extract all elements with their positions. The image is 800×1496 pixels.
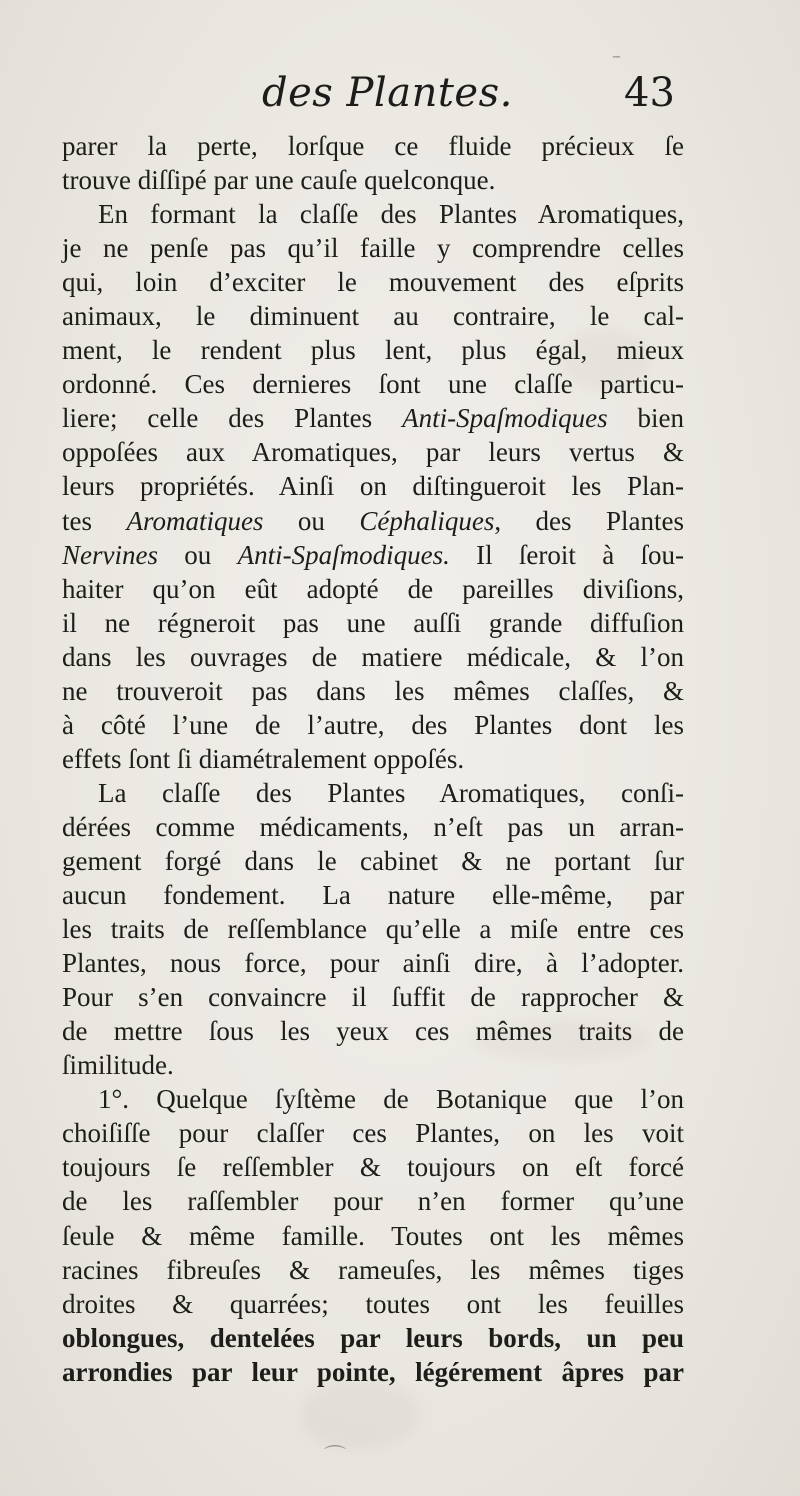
text-line: En formant la claſſe des Plantes Aromatiques, bbox=[98, 199, 684, 230]
text-line: La claſſe des Plantes Aromatiques, conſi- bbox=[98, 777, 684, 808]
italic-term: Anti-Spaſmodiques bbox=[402, 403, 608, 434]
paper-stain bbox=[300, 1380, 420, 1450]
text-line: je ne penſe pas qu’il faille y comprendre celles bbox=[62, 233, 684, 264]
text-line: gement forgé dans le cabinet & ne portant ſur bbox=[62, 845, 684, 876]
text-segment: , des Plantes bbox=[494, 505, 684, 536]
text-segment: ou bbox=[263, 505, 360, 536]
italic-term: Aromatiques bbox=[126, 505, 264, 536]
text-line: 1°. Quelque ſyſtème de Botanique que l’on bbox=[98, 1084, 684, 1115]
text-segment: Il ſeroit à ſou- bbox=[449, 539, 684, 570]
text-line: à côté l’une de l’autre, des Plantes dont les bbox=[62, 709, 684, 740]
text-line: ment, le rendent plus lent, plus égal, mieux bbox=[62, 335, 684, 366]
text-line: effets ſont ſi diamétralement oppoſés. bbox=[62, 743, 465, 774]
text-line: qui, loin d’exciter le mouvement des eſprits bbox=[62, 267, 684, 298]
text-segment: bien bbox=[607, 403, 684, 434]
text-line: droites & quarrées; toutes ont les feuilles bbox=[62, 1288, 684, 1319]
text-line: leurs propriétés. Ainſi on diſtingueroit les Plan- bbox=[62, 471, 684, 502]
text-line: de les raſſembler pour n’en former qu’une bbox=[62, 1186, 684, 1217]
text-line: ſeule & même famille. Toutes ont les mêmes bbox=[62, 1220, 684, 1251]
text-line: il ne régneroit pas une auſſi grande diffuſion bbox=[62, 607, 684, 638]
running-head: des Plantes. bbox=[262, 70, 513, 116]
page-header bbox=[0, 70, 800, 130]
text-line bbox=[62, 401, 684, 435]
italic-term: Nervines bbox=[62, 539, 158, 570]
text-line: animaux, le diminuent au contraire, le cal- bbox=[62, 301, 684, 332]
text-segment: tes bbox=[62, 505, 127, 536]
page-number: 43 bbox=[624, 70, 675, 116]
text-segment: liere; celle des Plantes bbox=[62, 403, 403, 434]
italic-term: Céphaliques bbox=[359, 505, 495, 536]
text-line bbox=[62, 504, 684, 538]
text-line: arrondies par leur pointe, légérement âpres par bbox=[62, 1356, 684, 1387]
text-line bbox=[62, 538, 684, 572]
text-line: trouve diſſipé par une cauſe quelconque. bbox=[62, 165, 496, 196]
stray-mark: ⌒ bbox=[324, 1445, 347, 1470]
italic-term: Anti-Spaſmodiques. bbox=[237, 539, 450, 570]
text-line: racines fibreuſes & rameuſes, les mêmes tiges bbox=[62, 1254, 684, 1285]
text-line: les traits de reſſemblance qu’elle a miſe entre ces bbox=[62, 914, 684, 945]
text-line: oblongues, dentelées par leurs bords, un peu bbox=[62, 1322, 684, 1353]
text-line: haiter qu’on eût adopté de pareilles diviſions, bbox=[62, 573, 684, 604]
text-segment: ou bbox=[157, 539, 238, 570]
text-line: aucun fondement. La nature elle-même, par bbox=[62, 880, 684, 911]
text-line: Plantes, nous force, pour ainſi dire, à l’adopter. bbox=[62, 948, 684, 979]
text-line: de mettre ſous les yeux ces mêmes traits de bbox=[62, 1016, 684, 1047]
text-line: dérées comme médicaments, n’eſt pas un arran- bbox=[62, 811, 684, 842]
text-line: ordonné. Ces dernieres ſont une claſſe particu- bbox=[62, 369, 684, 400]
text-line: oppoſées aux Aromatiques, par leurs vertus & bbox=[62, 437, 684, 468]
body-text bbox=[62, 129, 684, 1389]
stray-mark: – bbox=[612, 46, 621, 67]
text-line: dans les ouvrages de matiere médicale, & l’on bbox=[62, 641, 684, 672]
text-line: Pour s’en convaincre il ſuffit de rapprocher & bbox=[62, 982, 684, 1013]
text-line: choiſiſſe pour claſſer ces Plantes, on les voit bbox=[62, 1118, 684, 1149]
text-line: ne trouveroit pas dans les mêmes claſſes, & bbox=[62, 675, 684, 706]
text-line: toujours ſe reſſembler & toujours on eſt forcé bbox=[62, 1152, 684, 1183]
text-line: ſimilitude. bbox=[62, 1050, 174, 1081]
text-line: parer la perte, lorſque ce fluide précieux ſe bbox=[62, 131, 684, 161]
